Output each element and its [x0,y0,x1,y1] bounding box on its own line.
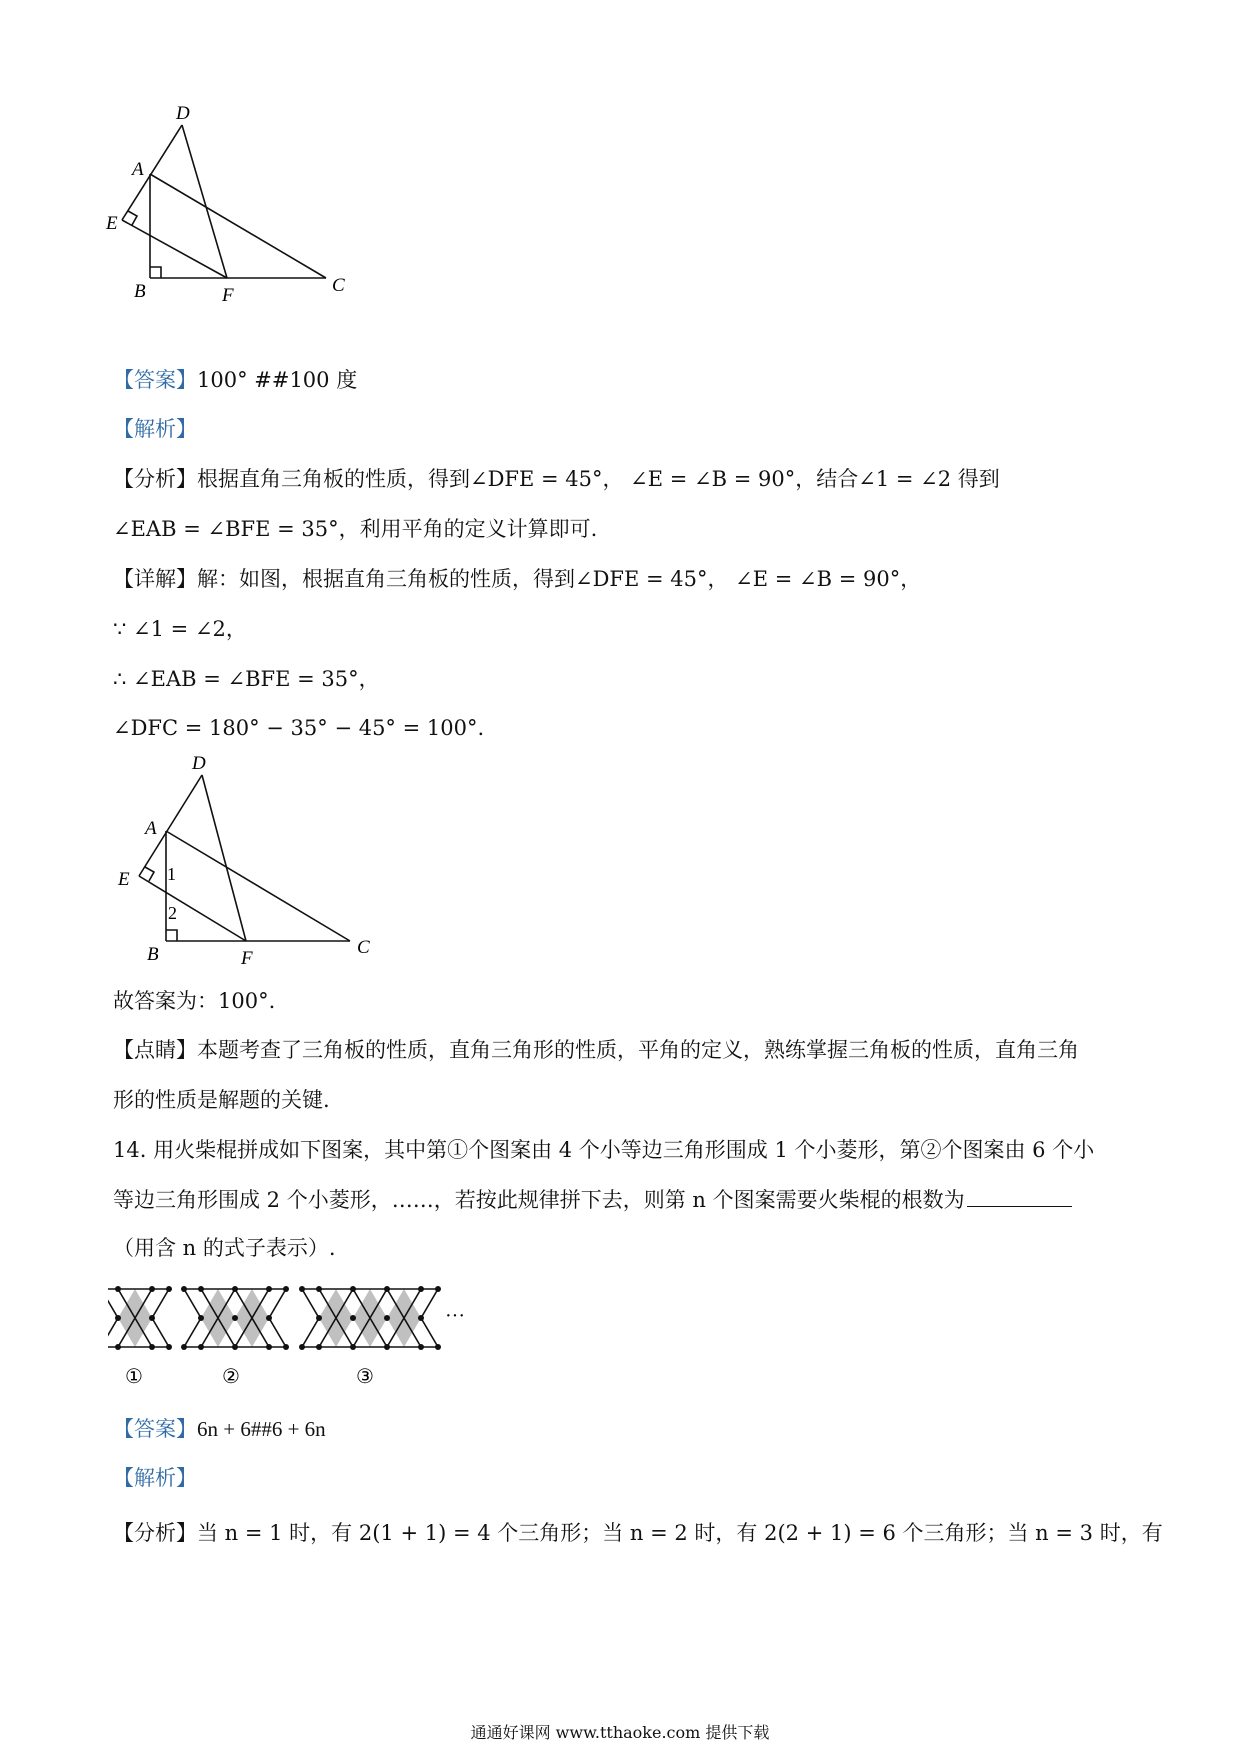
xiangjie-13-line-2: ∵ ∠1 = ∠2， [113,617,247,641]
fig2-right-angle-b [166,930,177,941]
xiangjie-13-text-1: 解：如图，根据直角三角板的性质，得到∠DFE = 45°， ∠E = ∠B = 90°， [197,567,922,591]
dianjing-13-line-1 [113,1036,1079,1064]
jiexi-14-tag: 【解析】 [113,1466,197,1490]
xiangjie-13-tag: 【详解】 [113,567,197,591]
fig1-segment-ac [150,174,326,278]
dianjing-13-tag: 【点睛】 [113,1038,197,1062]
fig2-right-angle-e [145,867,154,881]
xiangjie-13-line-4: ∠DFC = 180° − 35° − 45° = 100°. [113,716,485,740]
fig1-segment-df [182,125,227,278]
fig1-label-b: B [134,281,146,302]
pattern-label-1: ① [125,1366,143,1388]
answer-13 [113,366,357,394]
fig2-segment-df [202,775,246,941]
fig1-label-c: C [332,275,345,296]
fig2-label-f: F [241,948,253,969]
figure-2-triangle [100,750,400,975]
question-14-line-3: （用含 n 的式子表示）. [113,1236,336,1260]
xiangjie-13-line-1 [113,565,921,593]
fig2-label-b: B [147,944,159,965]
conclusion-13: 故答案为：100°. [113,989,276,1013]
fenxi-13-line-2: ∠EAB = ∠BFE = 35°，利用平角的定义计算即可. [113,517,598,541]
question-14-line-1: 14. 用火柴棍拼成如下图案，其中第①个图案由 4 个小等边三角形围成 1 个小菱形，第②个图案由 6 个小 [113,1138,1095,1162]
fig1-segment-de [122,125,182,220]
fig2-segment-ef [139,876,246,941]
fig1-right-angle-b [150,267,161,278]
fig1-label-f: F [222,285,234,306]
answer-blank [967,1188,1072,1207]
fig1-right-angle-e [128,211,137,225]
jiexi-13-tag: 【解析】 [113,417,197,441]
answer-14-tag: 【答案】 [113,1417,197,1441]
fig1-segment-ef [122,220,227,278]
fig1-label-e: E [106,213,118,234]
answer-13-tag: 【答案】 [113,368,197,392]
dianjing-13-line-2: 形的性质是解题的关键. [113,1088,330,1112]
question-14-text-2: 等边三角形围成 2 个小菱形，……，若按此规律拼下去，则第 n 个图案需要火柴棍的根数为 [113,1188,965,1212]
pattern-ellipsis: ··· [445,1305,465,1327]
answer-14-text: 6n + 6##6 + 6n [197,1417,326,1441]
dianjing-13-text-1: 本题考查了三角板的性质，直角三角形的性质，平角的定义，熟练掌握三角板的性质，直角三角 [197,1038,1079,1062]
fenxi-13-tag: 【分析】 [113,467,197,491]
fig2-segment-ac [166,831,350,941]
jiexi-14 [113,1464,197,1492]
fig2-label-angle-2: 2 [168,903,177,923]
pattern-label-2: ② [222,1366,240,1388]
jiexi-13 [113,415,197,443]
fig2-label-angle-1: 1 [167,864,176,884]
fig1-label-a: A [132,159,144,180]
question-14-line-2 [113,1186,1072,1214]
fig2-label-d: D [192,753,206,774]
fenxi-13-line-1 [113,465,1000,493]
pattern-3 [302,1289,438,1347]
answer-13-text: 100° ##100 度 [197,368,358,392]
answer-14 [113,1415,326,1443]
fig1-label-d: D [176,105,190,124]
figure-1-triangle [100,105,400,345]
fenxi-13-text-1: 根据直角三角板的性质，得到∠DFE = 45°， ∠E = ∠B = 90°，结合∠1 = ∠2 得到 [197,467,1000,491]
figure-3-matchstick-patterns [108,1282,528,1397]
xiangjie-13-line-3: ∴ ∠EAB = ∠BFE = 35°， [113,667,380,691]
fenxi-14-tag: 【分析】 [113,1521,197,1545]
pattern-label-3: ③ [356,1366,374,1388]
fenxi-14-text-1: 当 n = 1 时，有 2(1 + 1) = 4 个三角形；当 n = 2 时，有 2(2 + 1) = 6 个三角形；当 n = 3 时，有 [197,1521,1163,1545]
fig2-label-c: C [357,937,370,958]
page-footer: 通通好课网 www.tthaoke.com 提供下载 [470,1723,770,1742]
fenxi-14-line-1 [113,1519,1163,1547]
fig2-label-a: A [145,818,157,839]
fig2-label-e: E [118,869,130,890]
